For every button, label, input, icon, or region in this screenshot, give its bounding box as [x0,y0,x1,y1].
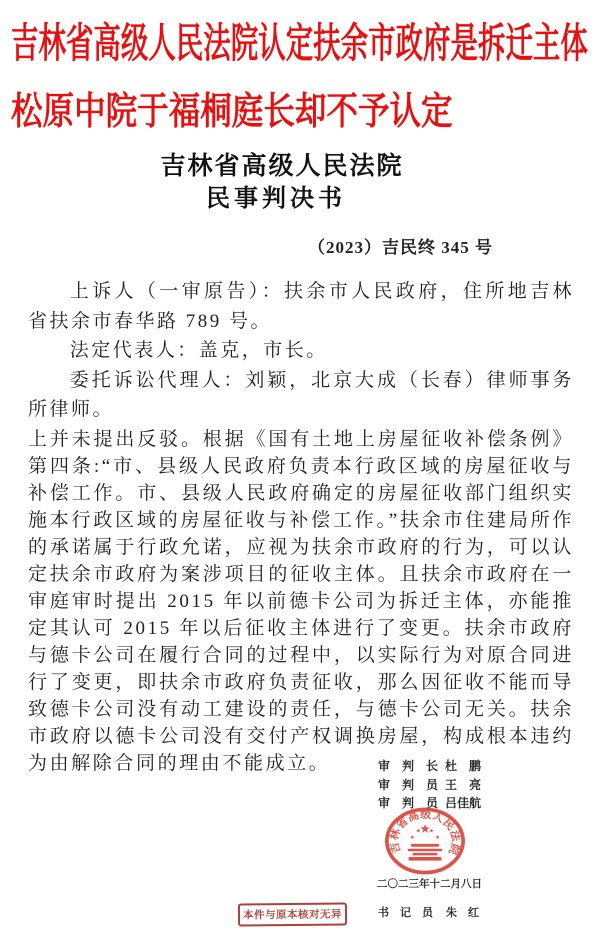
judge-name: 吕佳航 [445,796,482,810]
judge-role: 审 判 员 [378,777,439,792]
big-star-icon: ★ [419,822,431,837]
clerk-name: 朱 红 [446,907,479,919]
appellant-line: 上诉人（一审原告）：扶余市人民政府，住所地吉林省扶余市春华路 789 号。 [28,281,574,332]
gate-mid-shape [408,849,442,851]
gate-roof-shape [411,844,439,847]
verification-stamp: 本件与原本核对无异 [238,903,347,927]
small-star-icon: ★ [428,828,435,835]
litigation-agent-line: 委托诉讼代理人：刘颖，北京大成（长春）律师事务所律师。 [28,369,574,420]
gate-base-shape [409,857,442,861]
party-info-block [28,277,574,425]
gate-wall-shape [413,853,438,855]
court-title: 吉林省高级人民法院 [160,153,404,180]
legal-representative-line: 法定代表人：盖克，市长。 [69,340,328,361]
doc-type-title: 民事判决书 [206,186,346,212]
judge-row [378,776,481,795]
small-star-icon: ★ [435,834,441,841]
small-star-icon: ★ [409,834,415,841]
judgment-date: 二〇二三年十二月八日 [377,879,482,890]
signature-block [378,757,481,813]
judge-role: 审 判 长 [378,759,439,773]
court-seal [384,806,466,876]
seal-text: 吉林省高级人民法院 [388,808,462,857]
judge-name: 杜 鹏 [445,759,482,773]
small-star-icon: ★ [415,828,422,835]
judge-row [378,757,481,776]
judge-role: 审 判 员 [378,796,439,810]
headline-line-1: 吉林省高级人民法院认定扶余市政府是拆迁主体 [11,20,588,66]
headline-line-2: 松原中院于福桐庭长却不予认定 [11,91,453,133]
national-emblem-icon [408,822,442,860]
judge-name: 王 亮 [445,777,482,792]
case-number: （2023）吉民终 345 号 [308,238,493,257]
clerk-row [378,904,479,920]
judgment-body-paragraph: 上并未提出反驳。根据《国有土地上房屋征收补偿条例》第四条:“市、县级人民政府负责本行政区域的房屋征收与补偿工作。市、县级人民政府确定的房屋征收部门组织实施本行政区域的房屋征收与补偿工作。”扶余市住建局所作的承诺属于行政允诺，应视为扶余市政府的行为，可以认定扶余市政府为案涉项目的征收主体。且扶余市政府在一审庭审时提出 2015 年以前德卡公司为拆迁主体，亦能推定其认可 2015 年以后征收主体进行了变更。扶余市政府与德卡公司在履行合同的过程中，以实际行为对原合同进行了变更，即扶余市政府负责征收，那么因征收不能而导致德卡公司没有动工建设的责任，与德卡公司无关。扶余市政府以德卡公司没有交付产权调换房屋，构成根本违约为由解除合同的理由不能成立。 [28,429,574,774]
clerk-role: 书 记 员 [378,907,433,919]
